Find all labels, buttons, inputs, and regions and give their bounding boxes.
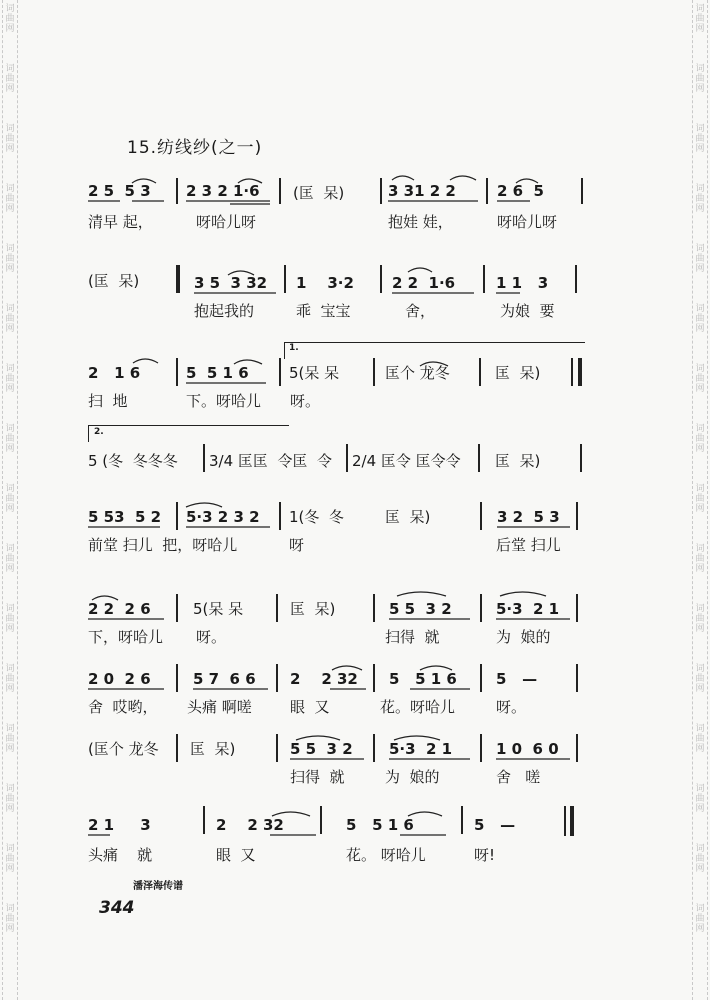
watermark-text: 词 曲 网: [5, 4, 15, 34]
barline: [176, 358, 178, 386]
watermark-text: 词 曲 网: [695, 244, 705, 274]
notation-measure: 2 3 2 1·6: [186, 182, 260, 200]
barline: [479, 358, 481, 386]
notation-measure: (匡个 龙冬: [88, 740, 159, 758]
notation-measure: 5·3 2 1: [389, 740, 453, 758]
lyric-line: 呀哈儿呀: [497, 213, 558, 231]
notation-measure: 5 (冬 冬冬冬: [88, 452, 178, 470]
page-number: 344: [99, 898, 135, 918]
lyric-line: 花。呀哈儿: [380, 698, 456, 716]
notation-measure: 匡 呆): [495, 364, 541, 382]
barline: [346, 444, 348, 472]
watermark-text: 词 曲 网: [695, 4, 705, 34]
barline: [480, 734, 482, 762]
lyric-line: 呀!: [474, 846, 496, 864]
notation-measure: 1 1 3: [496, 274, 549, 292]
notation-measure: 2 1 6: [88, 364, 141, 382]
lyric-line: 扫 地: [88, 392, 128, 410]
barline: [480, 594, 482, 622]
barline: [284, 265, 286, 293]
watermark-text: 词 曲 网: [5, 604, 15, 634]
watermark-text: 词 曲 网: [5, 544, 15, 574]
watermark-text: 词 曲 网: [5, 844, 15, 874]
watermark-text: 词 曲 网: [695, 424, 705, 454]
lyric-line: 为娘 要: [500, 302, 555, 320]
lyric-line: 抱娃 娃，: [388, 213, 453, 231]
lyric-line: 后堂 扫儿: [496, 536, 561, 554]
slur: [397, 592, 446, 596]
barline: [483, 265, 485, 293]
barline: [176, 594, 178, 622]
watermark-text: 词 曲 网: [5, 484, 15, 514]
notation-measure: 1 0 6 0: [496, 740, 559, 758]
watermark-text: 词 曲 网: [5, 244, 15, 274]
watermark-text: 词 曲 网: [695, 304, 705, 334]
barline: [571, 358, 573, 386]
watermark-text: 词 曲 网: [695, 124, 705, 154]
lyric-line: 花。 呀哈儿: [346, 846, 426, 864]
notation-measure: 匡个 龙冬: [385, 364, 450, 382]
barline: [176, 664, 178, 692]
lyric-line: 头痛 就: [88, 846, 153, 864]
barline: [276, 734, 278, 762]
barline: [203, 444, 205, 472]
slur: [186, 503, 222, 507]
barline: [581, 178, 583, 204]
volta-bracket-2: [88, 425, 289, 442]
lyric-line: 扫得 就: [385, 628, 440, 646]
barline: [380, 265, 382, 293]
notation-measure: 匡 呆): [290, 600, 336, 618]
lyric-line: 眼 又: [290, 698, 330, 716]
notation-measure: 2 2 2 6: [88, 600, 151, 618]
slur: [450, 176, 476, 180]
barline: [478, 444, 480, 472]
barline: [576, 594, 578, 622]
lyric-line: 呀。: [496, 698, 527, 716]
barline: [576, 664, 578, 692]
watermark-text: 词 曲 网: [695, 664, 705, 694]
notation-measure: 5·3 2 1: [496, 600, 560, 618]
lyric-line: 下。呀哈儿: [186, 392, 262, 410]
barline: [176, 502, 178, 530]
watermark-text: 词 曲 网: [5, 904, 15, 934]
lyric-line: 前堂 扫儿 把，呀哈儿: [88, 536, 238, 554]
barline: [279, 178, 281, 204]
barline: [373, 594, 375, 622]
notation-measure: 2 2 1·6: [392, 274, 456, 292]
barline: [276, 664, 278, 692]
barline: [580, 444, 582, 472]
watermark-text: 词 曲 网: [5, 784, 15, 814]
notation-measure: 5(呆 呆: [193, 600, 244, 618]
transcriber-credit: 潘泽海传谱: [133, 881, 183, 892]
barline: [373, 358, 375, 386]
watermark-text: 词 曲 网: [695, 784, 705, 814]
repeat-end-barline: [578, 358, 582, 386]
notation-measure: 匡 呆): [495, 452, 541, 470]
watermark-text: 词 曲 网: [5, 664, 15, 694]
watermark-text: 词 曲 网: [5, 64, 15, 94]
barline: [279, 358, 281, 386]
notation-measure: 5 5 1 6: [186, 364, 249, 382]
notation-measure: 2 0 2 6: [88, 670, 151, 688]
watermark-text: 词 曲 网: [5, 364, 15, 394]
barline: [276, 594, 278, 622]
lyric-line: 舍，: [405, 302, 436, 320]
notation-measure: 2 1 3: [88, 816, 151, 834]
notation-measure: 2 6 5: [497, 182, 544, 200]
watermark-text: 词 曲 网: [695, 604, 705, 634]
notation-measure: 5 5 1 6: [389, 670, 457, 688]
lyric-line: 舍 哎哟，: [88, 698, 158, 716]
barline: [279, 502, 281, 530]
lyric-line: 抱起我的: [194, 302, 255, 320]
notation-measure: 1(冬 冬: [289, 508, 344, 526]
lyric-line: 呀: [289, 536, 305, 554]
lyric-line: 扫得 就: [290, 768, 345, 786]
song-title: 15.纺线纱(之一): [127, 138, 263, 158]
watermark-text: 词 曲 网: [5, 304, 15, 334]
notation-measure: 匡 呆): [385, 508, 431, 526]
watermark-text: 词 曲 网: [695, 904, 705, 934]
slur: [392, 176, 414, 180]
notation-measure: 匡 呆): [190, 740, 236, 758]
volta-label: 1.: [289, 343, 299, 353]
notation-measure: 5 7 6 6: [193, 670, 256, 688]
notation-measure: 5(呆 呆: [289, 364, 340, 382]
watermark-text: 词 曲 网: [5, 184, 15, 214]
lyric-line: 头痛 啊嗟: [187, 698, 252, 716]
lyric-line: 呀。: [196, 628, 227, 646]
barline: [486, 178, 488, 204]
watermark-text: 词 曲 网: [5, 424, 15, 454]
notation-measure: 3 2 5 3: [497, 508, 560, 526]
barline: [176, 178, 178, 204]
watermark-text: 词 曲 网: [695, 364, 705, 394]
lyric-line: 呀。: [290, 392, 321, 410]
watermark-text: 词 曲 网: [695, 184, 705, 214]
notation-measure: 5 53 5 2: [88, 508, 162, 526]
watermark-text: 词 曲 网: [695, 64, 705, 94]
lyric-line: 舍 嗟: [496, 768, 541, 786]
barline: [564, 806, 566, 836]
notation-measure: 5 5 3 2: [389, 600, 452, 618]
lyric-line: 为 娘的: [496, 628, 551, 646]
lyric-line: 眼 又: [216, 846, 256, 864]
watermark-text: 词 曲 网: [5, 124, 15, 154]
notation-measure: 5 5 1 6: [346, 816, 414, 834]
lyric-line: 下，呀哈儿: [88, 628, 164, 646]
slur: [500, 592, 546, 596]
notation-measure: 3 5 3 32: [194, 274, 268, 292]
watermark-text: 词 曲 网: [695, 484, 705, 514]
barline: [480, 664, 482, 692]
volta-label: 2.: [94, 427, 104, 437]
barline: [480, 502, 482, 530]
notation-measure: 3/4 匡匡 令匡 令: [209, 452, 332, 470]
notation-measure: 5 —: [474, 816, 516, 834]
lyric-line: 呀哈儿呀: [196, 213, 257, 231]
watermark-text: 词 曲 网: [695, 544, 705, 574]
watermark-text: 词 曲 网: [695, 724, 705, 754]
notation-measure: 5 —: [496, 670, 538, 688]
lyric-line: 为 娘的: [385, 768, 440, 786]
barline: [575, 265, 577, 293]
notation-measure: 1 3·2: [296, 274, 354, 292]
barline: [320, 806, 322, 834]
watermark-text: 词 曲 网: [5, 724, 15, 754]
notation-measure: 5·3 2 3 2: [186, 508, 260, 526]
barline: [373, 664, 375, 692]
slur: [133, 359, 158, 363]
notation-measure: 2 2 32: [216, 816, 284, 834]
notation-measure: 2 5 5 3: [88, 182, 151, 200]
notation-measure: (匡 呆): [88, 272, 140, 290]
barline: [576, 502, 578, 530]
notation-measure: 5 5 3 2: [290, 740, 353, 758]
barline: [380, 178, 382, 204]
notation-measure: 3 31 2 2: [388, 182, 456, 200]
repeat-start-barline: [176, 265, 180, 293]
barline: [576, 734, 578, 762]
final-barline: [570, 806, 574, 836]
lyric-line: 清早 起，: [88, 213, 153, 231]
barline: [461, 806, 463, 834]
notation-measure: 2 2 32: [290, 670, 358, 688]
slur: [408, 268, 432, 272]
barline: [176, 734, 178, 762]
lyric-line: 乖 宝宝: [296, 302, 351, 320]
watermark-text: 词 曲 网: [695, 844, 705, 874]
barline: [373, 734, 375, 762]
notation-measure: (匡 呆): [293, 184, 345, 202]
barline: [203, 806, 205, 834]
notation-measure: 2/4 匡令 匡令令: [352, 452, 461, 470]
volta-bracket-1: [284, 342, 585, 359]
